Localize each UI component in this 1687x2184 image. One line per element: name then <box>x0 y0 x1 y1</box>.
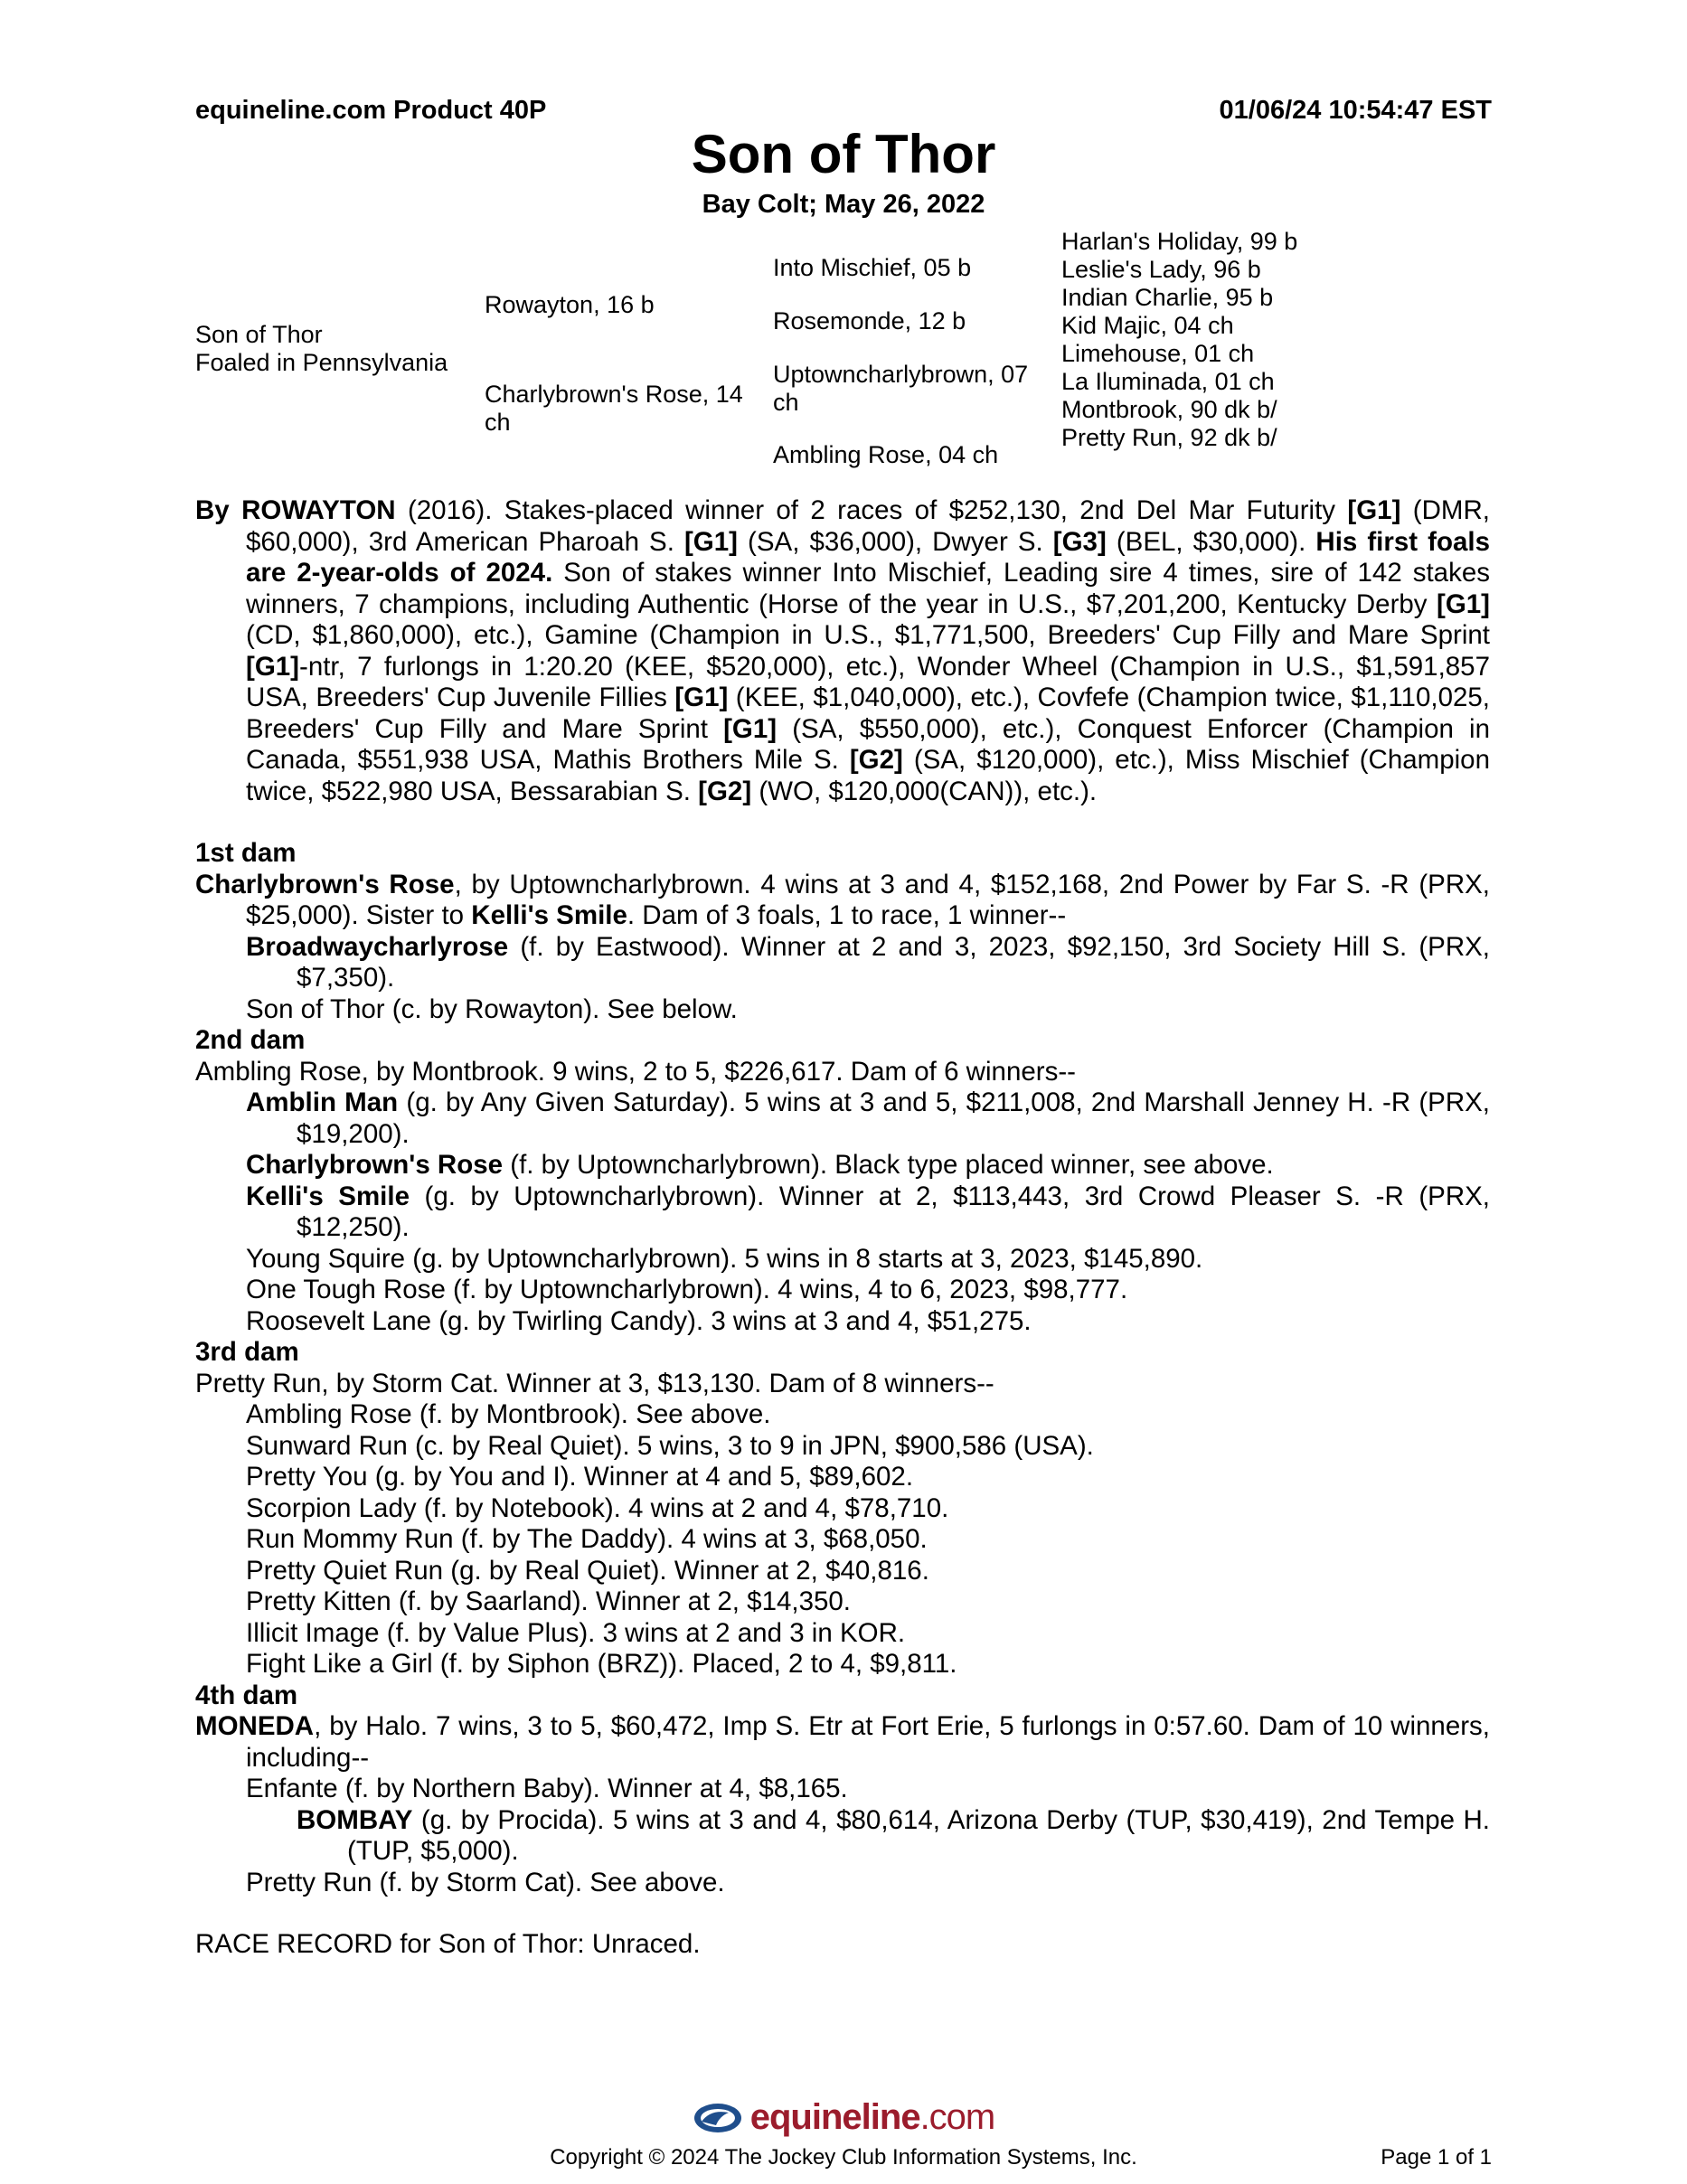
dam3-offspring: Pretty You (g. by You and I). Winner at 4 and 5, $89,602. <box>246 1462 914 1492</box>
text: (DMR, $60,000), 3rd American Pharoah S. <box>246 495 1490 557</box>
dam3-offspring: Illicit Image (f. by Value Plus). 3 wins at 2 and 3 in KOR. <box>246 1617 906 1648</box>
dam3-offspring: Pretty Kitten (f. by Saarland). Winner at 2, $14,350. <box>246 1586 852 1616</box>
text: (KEE, $1,040,000), etc.), Covfefe (Champion twice, $1,110,025, Breeders' Cup Filly and Mare Sprint <box>246 682 1490 744</box>
grade: [G2] <box>698 776 752 806</box>
offspring-name: BOMBAY <box>297 1804 413 1835</box>
dam1-offspring: Son of Thor (c. by Rowayton). See below. <box>246 993 738 1024</box>
text: , by Uptowncharlybrown. 4 wins at 3 and 4, $152,168, 2nd Power by Far S. -R (PRX, $25,000). Sister to <box>246 869 1490 930</box>
dam2-offspring <box>195 1181 1490 1244</box>
pedigree-gen2-1: Into Mischief, 05 b <box>773 254 972 281</box>
dam3-offspring: Pretty Quiet Run (g. by Real Quiet). Winner at 2, $40,816. <box>246 1555 929 1586</box>
text: (g. by Procida). 5 wins at 3 and 4, $80,614, Arizona Derby (TUP, $30,419), 2nd Tempe H. (TUP, $5,000). <box>347 1804 1490 1866</box>
pedigree-gen2-2: Rosemonde, 12 b <box>773 307 966 334</box>
offspring-name: Kelli's Smile <box>246 1181 410 1211</box>
text: (WO, $120,000(CAN)), etc.). <box>751 776 1098 806</box>
pedigree-sire: Rowayton, 16 b <box>485 291 655 318</box>
dam4-heading: 4th dam <box>195 1680 298 1710</box>
dam2-offspring <box>195 1150 1490 1181</box>
pedigree-gen3-item: La Iluminada, 01 ch <box>1061 368 1275 395</box>
dam4-grand-offspring <box>195 1805 1490 1868</box>
text: (SA, $36,000), Dwyer S. <box>737 526 1053 557</box>
grade: [G1] <box>674 682 729 712</box>
dam2-offspring <box>195 1087 1490 1150</box>
spacer <box>195 807 1490 838</box>
dam3-offspring: Ambling Rose (f. by Montbrook). See above. <box>246 1399 771 1429</box>
page-title: Son of Thor <box>691 124 996 184</box>
grade: [G1] <box>1437 588 1490 619</box>
page-subtitle: Bay Colt; May 26, 2022 <box>702 190 985 219</box>
dam2-heading: 2nd dam <box>195 1025 306 1055</box>
text: , by Halo. 7 wins, 3 to 5, $60,472, Imp S. Etr at Fort Erie, 5 furlongs in 0:57.60. Dam of 10 winners, including-- <box>246 1711 1490 1773</box>
dam2-intro: Ambling Rose, by Montbrook. 9 wins, 2 to 5, $226,617. Dam of 6 winners-- <box>195 1056 1076 1087</box>
subject-foaled: Foaled in Pennsylvania <box>195 349 448 376</box>
first-foals-note: His first foals are 2-year-olds of 2024. <box>246 526 1490 588</box>
pedigree-gen3-item: Kid Majic, 04 ch <box>1061 312 1234 339</box>
pedigree-gen3-item: Indian Charlie, 95 b <box>1061 284 1274 311</box>
text: -ntr, 7 furlongs in 1:20.20 (KEE, $520,000), etc.), Wonder Wheel (Champion in U.S., $1,591,857 USA, Breeders' Cup Juvenile Fillies <box>246 651 1490 712</box>
spacer <box>195 1898 1490 1929</box>
grade: [G3] <box>1052 526 1107 557</box>
pedigree-gen3-item: Harlan's Holiday, 99 b <box>1061 228 1298 255</box>
logo-wordmark <box>750 2097 995 2138</box>
text: . Dam of 3 foals, 1 to race, 1 winner-- <box>627 900 1067 930</box>
text: (BEL, $30,000). <box>1106 526 1316 557</box>
dam3-offspring: Run Mommy Run (f. by The Daddy). 4 wins at 3, $68,050. <box>246 1524 928 1554</box>
page-number: Page 1 of 1 <box>1381 2145 1492 2170</box>
dam3-intro: Pretty Run, by Storm Cat. Winner at 3, $13,130. Dam of 8 winners-- <box>195 1368 994 1398</box>
dam1-heading: 1st dam <box>195 838 297 868</box>
text: (SA, $550,000), etc.), Conquest Enforcer (Champion in Canada, $551,938 USA, Mathis Brothers Mile S. <box>246 713 1490 775</box>
pedigree-gen3 <box>1061 228 1351 452</box>
offspring-name: Broadwaycharlyrose <box>246 931 509 962</box>
dam2-offspring: One Tough Rose (f. by Uptowncharlybrown). 4 wins, 4 to 6, 2023, $98,777. <box>246 1275 1128 1304</box>
offspring-name: Amblin Man <box>246 1087 399 1117</box>
header-timestamp: 01/06/24 10:54:47 EST <box>1219 96 1492 125</box>
pedigree-gen3-item: Limehouse, 01 ch <box>1061 340 1255 367</box>
dam3-offspring: Scorpion Lady (f. by Notebook). 4 wins at 2 and 4, $78,710. <box>246 1492 949 1523</box>
pedigree-dam: Charlybrown's Rose, 14 ch <box>485 381 743 436</box>
dam2-offspring: Young Squire (g. by Uptowncharlybrown). 5 wins in 8 starts at 3, 2023, $145,890. <box>246 1243 1203 1274</box>
text: Son of stakes winner Into Mischief, Leading sire 4 times, sire of 142 stakes winners, 7 champions, including Authentic (Horse of the year in U.S., $7,201,200, Kentucky Derby <box>246 558 1490 619</box>
dam3-offspring: Sunward Run (c. by Real Quiet). 5 wins, 3 to 9 in JPN, $900,586 (USA). <box>246 1430 1094 1461</box>
catalogue-body <box>195 495 1490 1961</box>
horse-logo-icon <box>693 2102 743 2134</box>
text: (CD, $1,860,000), etc.), Gamine (Champion in U.S., $1,771,500, Breeders' Cup Filly and Mare Sprint <box>246 620 1490 650</box>
grade: [G2] <box>849 745 903 775</box>
pedigree-gen2-3: Uptowncharlybrown, 07 ch <box>773 361 1029 416</box>
text: (f. by Uptowncharlybrown). Black type placed winner, see above. <box>503 1150 1274 1180</box>
copyright: Copyright © 2024 The Jockey Club Information Systems, Inc. <box>550 2145 1137 2170</box>
dam4-offspring: Pretty Run (f. by Storm Cat). See above. <box>246 1867 725 1897</box>
sire-paragraph <box>195 495 1490 807</box>
text: (2016). Stakes-placed winner of 2 races of $252,130, 2nd Del Mar Futurity <box>395 495 1348 525</box>
text: (g. by Uptowncharlybrown). Winner at 2, $113,443, 3rd Crowd Pleaser S. -R (PRX, $12,250). <box>297 1181 1490 1242</box>
equineline-logo <box>0 2097 1687 2138</box>
pedigree-gen3-item: Leslie's Lady, 96 b <box>1061 256 1261 283</box>
dam2-offspring: Roosevelt Lane (g. by Twirling Candy). 3 wins at 3 and 4, $51,275. <box>246 1305 1032 1336</box>
pedigree-gen3-item: Pretty Run, 92 dk b/ <box>1061 424 1277 451</box>
logo-tld: .com <box>919 2097 995 2137</box>
text: (g. by Any Given Saturday). 5 wins at 3 and 5, $211,008, 2nd Marshall Jenney H. -R (PRX, $19,200). <box>297 1087 1490 1149</box>
pedigree-subject <box>195 321 448 377</box>
dam1-paragraph <box>195 870 1490 932</box>
dam1-name: Charlybrown's Rose <box>195 869 455 899</box>
sire-name: ROWAYTON <box>241 495 396 525</box>
grade: [G1] <box>683 526 738 557</box>
header-product: equineline.com Product 40P <box>195 96 547 125</box>
offspring-name: Charlybrown's Rose <box>246 1150 504 1180</box>
text: (f. by Eastwood). Winner at 2 and 3, 2023, $92,150, 3rd Society Hill S. (PRX, $7,350). <box>297 931 1490 993</box>
dam3-offspring: Fight Like a Girl (f. by Siphon (BRZ)). Placed, 2 to 4, $9,811. <box>246 1649 957 1679</box>
grade: [G1] <box>723 713 778 744</box>
text: (SA, $120,000), etc.), Miss Mischief (Champion twice, $522,980 USA, Bessarabian S. <box>246 745 1490 806</box>
pedigree-gen2-4: Ambling Rose, 04 ch <box>773 441 999 468</box>
grade: [G1] <box>1347 495 1401 525</box>
dam4-paragraph <box>195 1711 1490 1774</box>
by-label: By <box>195 495 242 525</box>
pedigree-gen3-item: Montbrook, 90 dk b/ <box>1061 396 1277 423</box>
logo-main: equineline <box>749 2097 920 2137</box>
race-record: RACE RECORD for Son of Thor: Unraced. <box>195 1929 701 1959</box>
dam4-offspring: Enfante (f. by Northern Baby). Winner at 4, $8,165. <box>246 1774 848 1803</box>
grade: [G1] <box>246 651 299 682</box>
sister-name: Kelli's Smile <box>471 900 627 930</box>
subject-name: Son of Thor <box>195 321 323 348</box>
dam3-heading: 3rd dam <box>195 1337 299 1367</box>
dam4-name: MONEDA <box>195 1711 315 1741</box>
dam1-offspring <box>195 932 1490 994</box>
